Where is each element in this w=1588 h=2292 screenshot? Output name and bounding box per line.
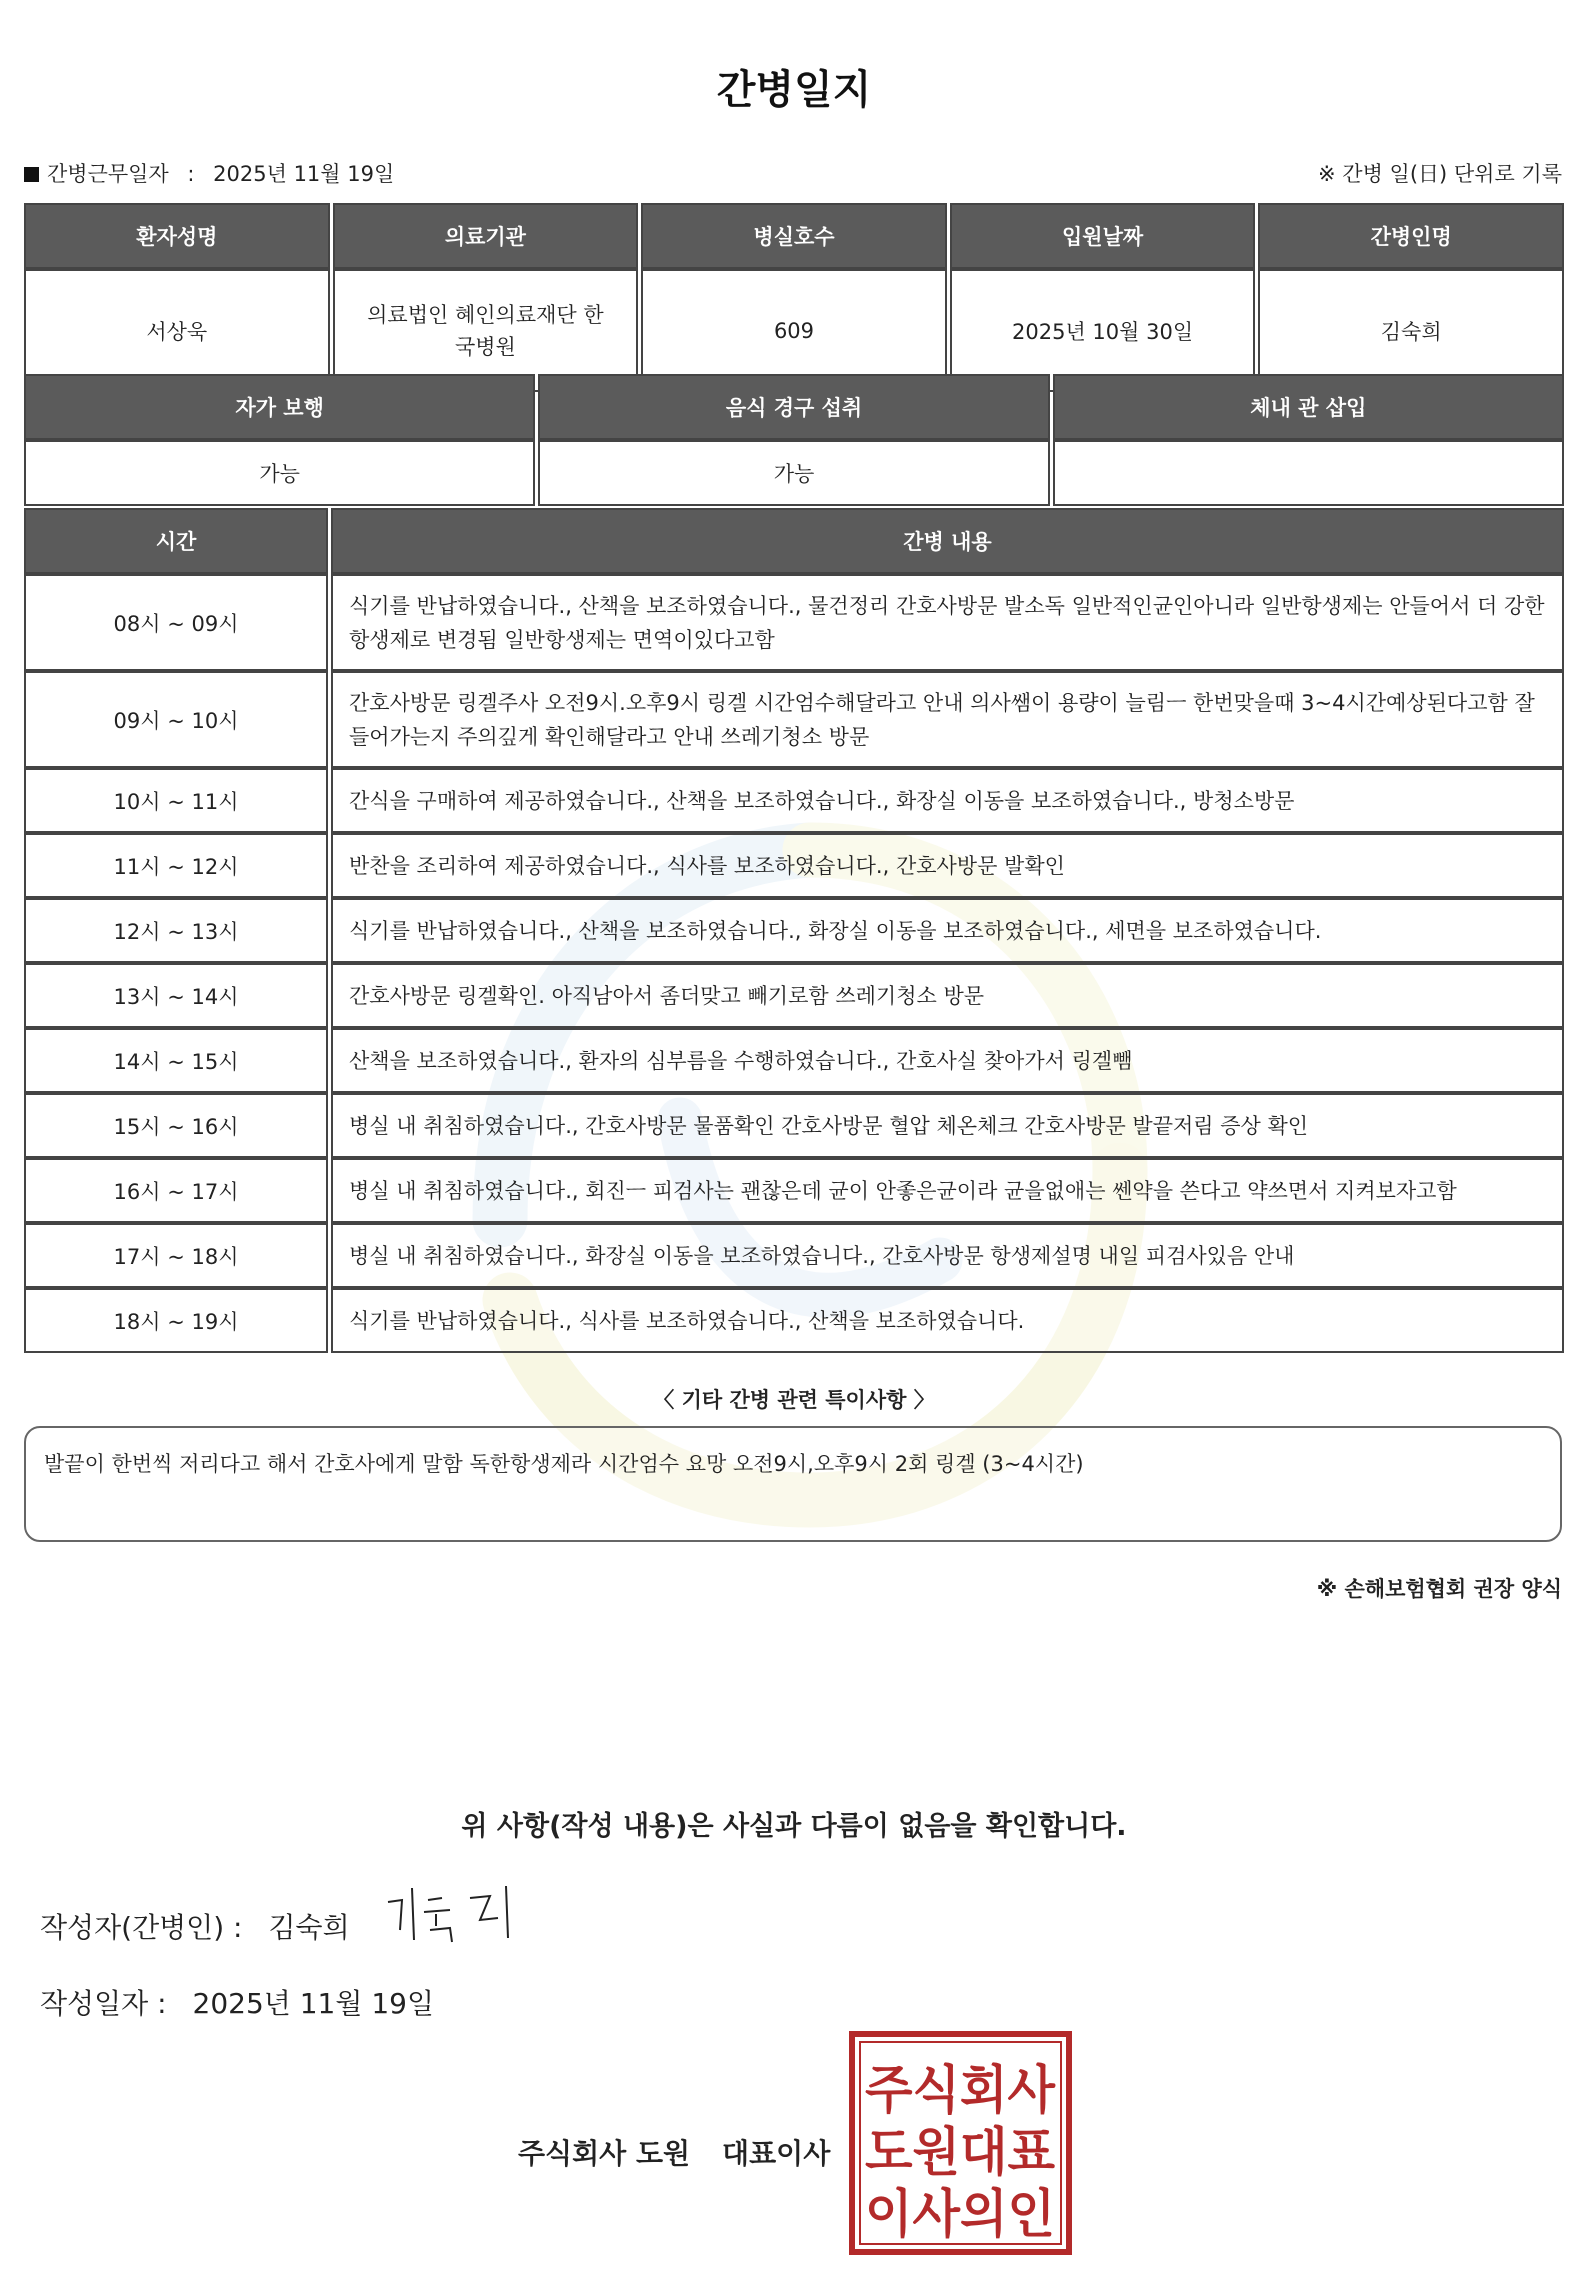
table-row (24, 833, 1564, 898)
signature (380, 1880, 530, 1960)
patient-info-table (21, 203, 1567, 392)
log-time: 17시 ~ 18시 (24, 1223, 328, 1288)
work-date-line (24, 158, 394, 188)
written-date-value: 2025년 11월 19일 (192, 1987, 434, 2020)
log-time: 09시 ~ 10시 (24, 671, 328, 768)
log-content: 병실 내 취침하였습니다., 회진ㅡ 피검사는 괜찮은데 균이 안좋은균이라 균을없애는 쎈약을 쓴다고 약쓰면서 지켜보자고함 (331, 1158, 1564, 1223)
table-row (24, 963, 1564, 1028)
header-time: 시간 (24, 508, 328, 574)
header-walking: 자가 보행 (24, 374, 535, 440)
remarks-box: 발끝이 한번씩 저리다고 해서 간호사에게 말함 독한항생제라 시간엄수 요망 오전9시,오후9시 2회 링겔 (3~4시간) (24, 1426, 1562, 1542)
form-note: ※ 손해보험협회 권장 양식 (1316, 1577, 1562, 1601)
company-name: 주식회사 도원 (518, 2137, 691, 2170)
header-care-content: 간병 내용 (331, 508, 1564, 574)
room-number: 609 (641, 269, 947, 392)
svg-text:도원대표: 도원대표 (865, 2123, 1055, 2183)
header-patient-name: 환자성명 (24, 203, 330, 269)
table-row (24, 768, 1564, 833)
log-header-row (24, 508, 1564, 574)
unit-note: ※ 간병 일(日) 단위로 기록 (1318, 162, 1562, 186)
log-time: 12시 ~ 13시 (24, 898, 328, 963)
company-line (518, 2132, 830, 2172)
written-date-label: 작성일자 : (40, 1987, 167, 2020)
table-row (24, 1223, 1564, 1288)
work-date-label: 간병근무일자 (47, 162, 169, 186)
work-date-value: 2025년 11월 19일 (213, 162, 395, 186)
log-content: 병실 내 취침하였습니다., 간호사방문 물품확인 간호사방문 혈압 체온체크 간호사방문 발끝저림 증상 확인 (331, 1093, 1564, 1158)
log-content: 식기를 반납하였습니다., 식사를 보조하였습니다., 산책을 보조하였습니다. (331, 1288, 1564, 1353)
header-oral-intake: 음식 경구 섭취 (538, 374, 1049, 440)
header-hospital: 의료기관 (333, 203, 639, 269)
confirmation-statement: 위 사항(작성 내용)은 사실과 다름이 없음을 확인합니다. (461, 1811, 1127, 1842)
log-content: 식기를 반납하였습니다., 산책을 보조하였습니다., 물건정리 간호사방문 발소독 일반적인균인아니라 일반항생제는 안들어서 더 강한항생제로 변경됨 일반항생제는 면역이있다고함 (331, 574, 1564, 671)
writer-label: 작성자(간병인) : (40, 1911, 243, 1944)
page-title: 간병일지 (716, 67, 872, 113)
header-tube-insertion: 체내 관 삽입 (1053, 374, 1564, 440)
admission-date: 2025년 10월 30일 (950, 269, 1256, 392)
log-time: 15시 ~ 16시 (24, 1093, 328, 1158)
patient-status-table (21, 374, 1567, 506)
log-time: 10시 ~ 11시 (24, 768, 328, 833)
care-log-table (21, 508, 1567, 1353)
table-row (24, 1093, 1564, 1158)
log-time: 08시 ~ 09시 (24, 574, 328, 671)
tube-insertion-value (1053, 440, 1564, 506)
log-time: 13시 ~ 14시 (24, 963, 328, 1028)
svg-text:이사의인: 이사의인 (865, 2185, 1055, 2245)
log-content: 간식을 구매하여 제공하였습니다., 산책을 보조하였습니다., 화장실 이동을 보조하였습니다., 방청소방문 (331, 768, 1564, 833)
svg-text:주식회사: 주식회사 (865, 2061, 1056, 2121)
writer-line (40, 1906, 350, 1946)
table-row (24, 1288, 1564, 1353)
patient-header-row (24, 203, 1564, 269)
walking-value: 가능 (24, 440, 535, 506)
table-row (24, 1158, 1564, 1223)
table-row (24, 898, 1564, 963)
company-seal-stamp (848, 2030, 1073, 2256)
log-time: 16시 ~ 17시 (24, 1158, 328, 1223)
company-ceo-title: 대표이사 (722, 2137, 831, 2170)
log-content: 병실 내 취침하였습니다., 화장실 이동을 보조하였습니다., 간호사방문 항생제설명 내일 피검사있음 안내 (331, 1223, 1564, 1288)
log-content: 식기를 반납하였습니다., 산책을 보조하였습니다., 화장실 이동을 보조하였습니다., 세면을 보조하였습니다. (331, 898, 1564, 963)
header-admission-date: 입원날짜 (950, 203, 1256, 269)
work-date-separator: : (187, 162, 195, 186)
log-content: 반찬을 조리하여 제공하였습니다., 식사를 보조하였습니다., 간호사방문 발확인 (331, 833, 1564, 898)
log-content: 산책을 보조하였습니다., 환자의 심부름을 수행하였습니다., 간호사실 찾아가서 링겔뺌 (331, 1028, 1564, 1093)
table-row (24, 574, 1564, 671)
log-time: 18시 ~ 19시 (24, 1288, 328, 1353)
header-caregiver: 간병인명 (1258, 203, 1564, 269)
writer-name: 김숙희 (268, 1911, 350, 1944)
oral-intake-value: 가능 (538, 440, 1049, 506)
log-time: 14시 ~ 15시 (24, 1028, 328, 1093)
status-value-row (24, 440, 1564, 506)
header-room: 병실호수 (641, 203, 947, 269)
log-time: 11시 ~ 12시 (24, 833, 328, 898)
status-header-row (24, 374, 1564, 440)
remarks-title: 〈 기타 간병 관련 특이사항 〉 (653, 1388, 935, 1412)
square-bullet-icon (24, 167, 39, 182)
caregiver-name: 김숙희 (1258, 269, 1564, 392)
table-row (24, 671, 1564, 768)
log-content: 간호사방문 링겔주사 오전9시.오후9시 링겔 시간엄수해달라고 안내 의사쌤이 용량이 늘림ㅡ 한번맞을때 3~4시간예상된다고함 잘들어가는지 주의깊게 확인해달라고 안내 쓰레기청소 방문 (331, 671, 1564, 768)
table-row (24, 1028, 1564, 1093)
hospital-name: 의료법인 혜인의료재단 한국병원 (333, 269, 639, 392)
log-content: 간호사방문 링겔확인. 아직남아서 좀더맞고 빼기로함 쓰레기청소 방문 (331, 963, 1564, 1028)
patient-name: 서상욱 (24, 269, 330, 392)
written-date-line (40, 1982, 434, 2022)
